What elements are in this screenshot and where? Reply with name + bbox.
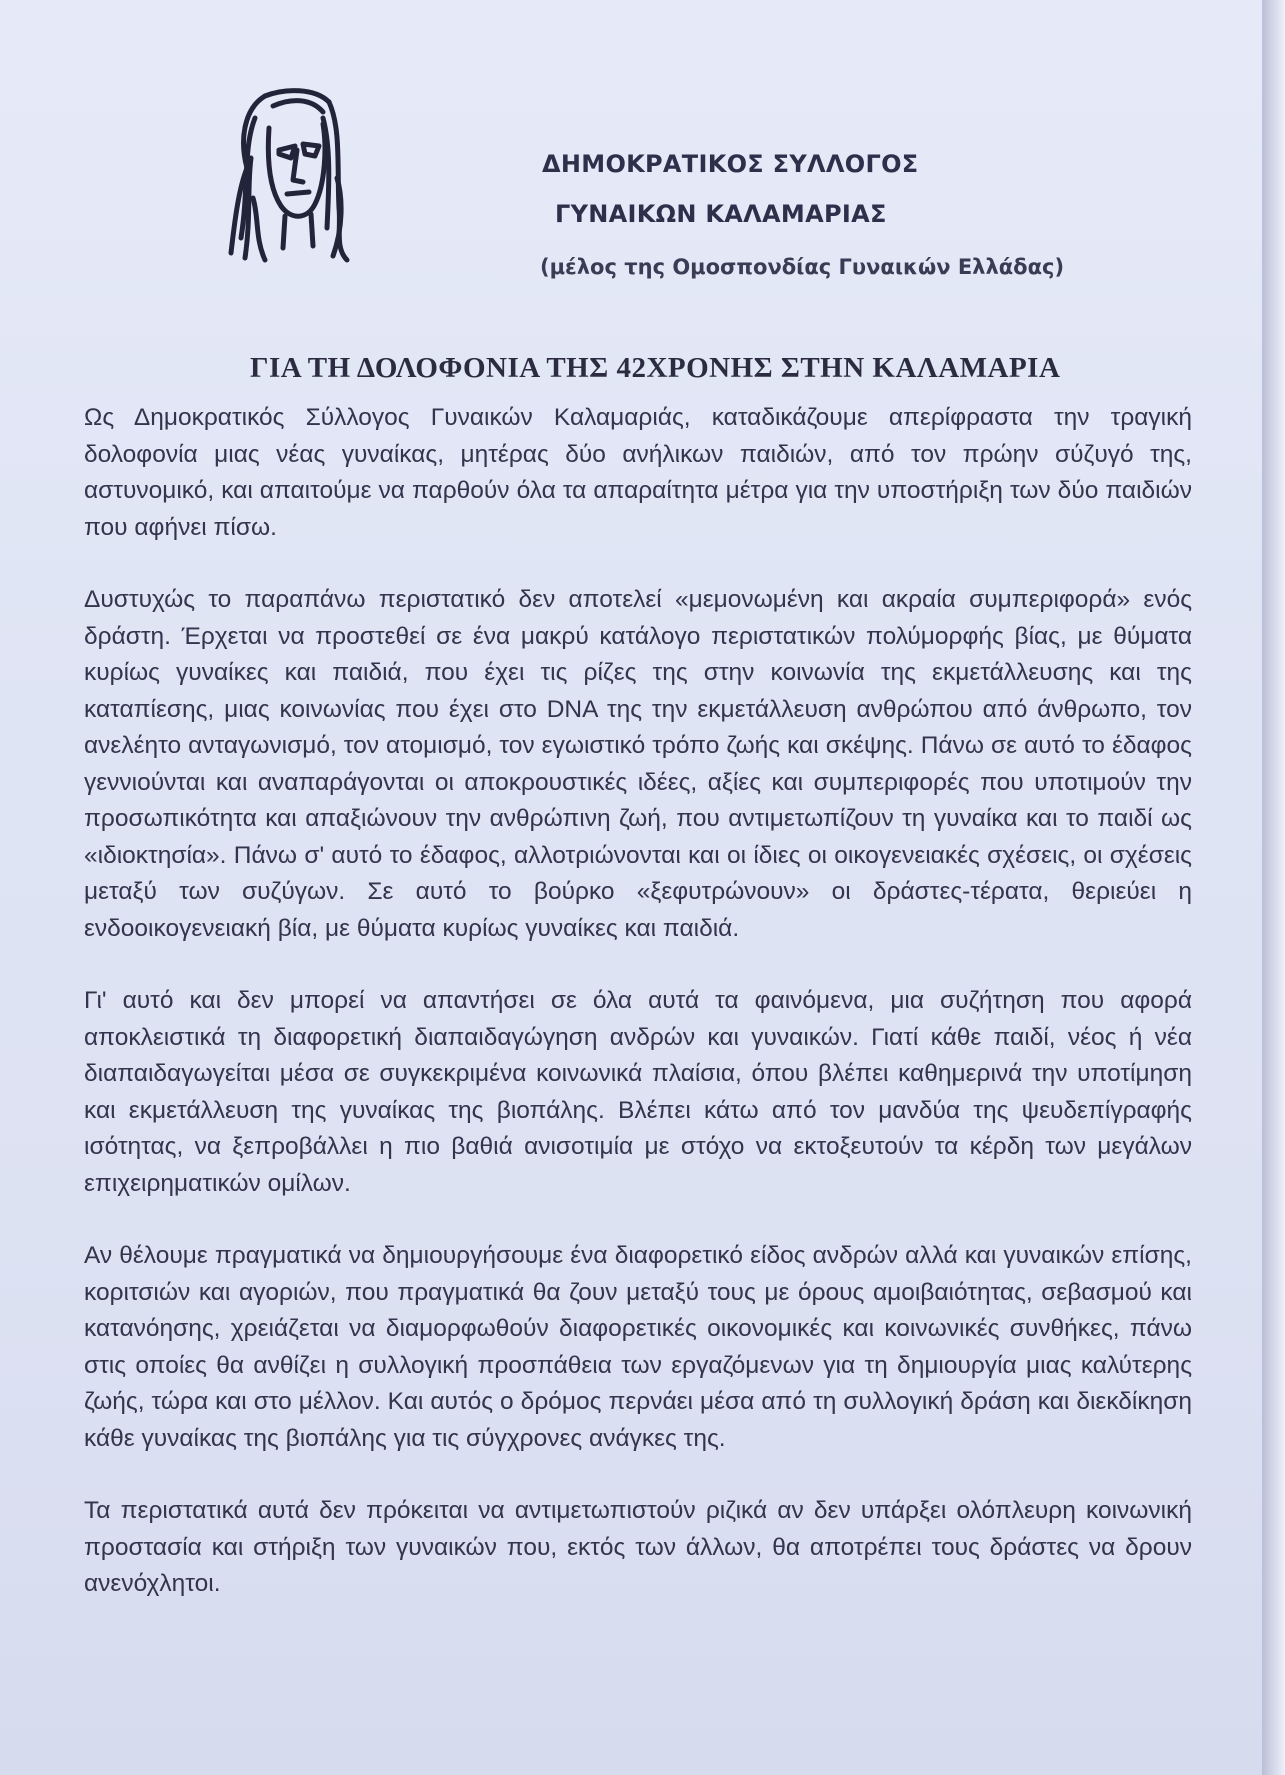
paragraph: Τα περιστατικά αυτά δεν πρόκειται να αντιμετωπιστούν ριζικά αν δεν υπάρξει ολόπλευρη κοινωνική προστασία και στήριξη των γυναικών που, εκτός των άλλων, θα αποτρέπει τους δράστες να δρουν ανενόχλητοι. — [84, 1497, 1192, 1597]
paragraph: Ως Δημοκρατικός Σύλλογος Γυναικών Καλαμαριάς, καταδικάζουμε απερίφραστα την τραγική δολοφονία μιας νέας γυναίκας, μητέρας δύο ανήλικων παιδιών, από τον πρώην σύζυγό της, αστυνομικό, και απαιτούμε να παρθούν όλα τα απαραίτητα μέτρα για την υποστήριξη των δύο παιδιών που αφήνει πίσω. — [84, 404, 1192, 541]
paragraph: Αν θέλουμε πραγματικά να δημιουργήσουμε ένα διαφορετικό είδος ανδρών αλλά και γυναικών επίσης, κοριτσιών και αγοριών, που πραγματικά θα ζουν μεταξύ τους με όρους αμοιβαιότητας, σεβασμού και κατανόησης, χρειάζεται να διαμορφωθούν διαφορετικές οικονομικές και κοινωνικές συνθήκες, πάνω στις οποίες θα ανθίζει η συλλογική προσπάθεια των εργαζόμενων για τη δημιουργία μιας καλύτερης ζωής, τώρα και στο μέλλον. Και αυτός ο δρόμος περνάει μέσα από τη συλλογική δράση και διεκδίκηση κάθε γυναίκας της βιοπάλης για τις σύγχρονες ανάγκες της. — [84, 1242, 1192, 1452]
document-title: ΓΙΑ ΤΗ ΔΟΛΟΦΟΝΙΑ ΤΗΣ 42ΧΡΟΝΗΣ ΣΤΗΝ ΚΑΛΑΜΑΡΙΑ — [250, 352, 1061, 384]
woman-face-sketch-icon — [225, 88, 355, 266]
document-body — [84, 400, 1192, 1639]
organization-name-line2: ΓΥΝΑΙΚΩΝ ΚΑΛΑΜΑΡΙΑΣ — [555, 200, 887, 228]
organization-name-line1: ΔΗΜΟΚΡΑΤΙΚΟΣ ΣΥΛΛΟΓΟΣ — [542, 150, 919, 178]
organization-membership: (μέλος της Ομοσπονδίας Γυναικών Ελλάδας) — [540, 255, 1065, 279]
paragraph: Γι' αυτό και δεν μπορεί να απαντήσει σε όλα αυτά τα φαινόμενα, μια συζήτηση που αφορά αποκλειστικά τη διαφορετική διαπαιδαγώγηση ανδρών και γυναικών. Γιατί κάθε παιδί, νέος ή νέα διαπαιδαγωγείται μέσα σε συγκεκριμένα κοινωνικά πλαίσια, όπου βλέπει καθημερινά την υποτίμηση και εκμετάλλευση της γυναίκας της βιοπάλης. Βλέπει κάτω από τον μανδύα της ψευδεπίγραφής ισότητας, να ξεπροβάλλει η πιο βαθιά ανισοτιμία με στόχο να εκτοξευτούν τα κέρδη των μεγάλων επιχειρηματικών ομίλων. — [84, 987, 1192, 1197]
paragraph: Δυστυχώς το παραπάνω περιστατικό δεν αποτελεί «μεμονωμένη και ακραία συμπεριφορά» ενός δράστη. Έρχεται να προστεθεί σε ένα μακρύ κατάλογο περιστατικών πολύμορφής βίας, με θύματα κυρίως γυναίκες και παιδιά, που έχει τις ρίζες της στην κοινωνία της εκμετάλλευσης και της καταπίεσης, μιας κοινωνίας που έχει στο DNA της την εκμετάλλευση ανθρώπου από άνθρωπο, τον ανελέητο ανταγωνισμό, τον ατομισμό, τον εγωιστικό τρόπο ζωής και σκέψης. Πάνω σε αυτό το έδαφος γεννιούνται και αναπαράγονται οι αποκρουστικές ιδέες, αξίες και συμπεριφορές που υποτιμούν την προσωπικότητα και απαξιώνουν την ανθρώπινη ζωή, που αντιμετωπίζουν τη γυναίκα και το παιδί ως «ιδιοκτησία». Πάνω σ' αυτό το έδαφος, αλλοτριώνονται και οι ίδιες οι οικογενειακές σχέσεις, οι σχέσεις μεταξύ των συζύγων. Σε αυτό το βούρκο «ξεφυτρώνουν» οι δράστες-τέρατα, θεριεύει η ενδοοικογενειακή βία, με θύματα κυρίως γυναίκες και παιδιά. — [84, 586, 1192, 942]
page-edge — [1262, 0, 1285, 1775]
